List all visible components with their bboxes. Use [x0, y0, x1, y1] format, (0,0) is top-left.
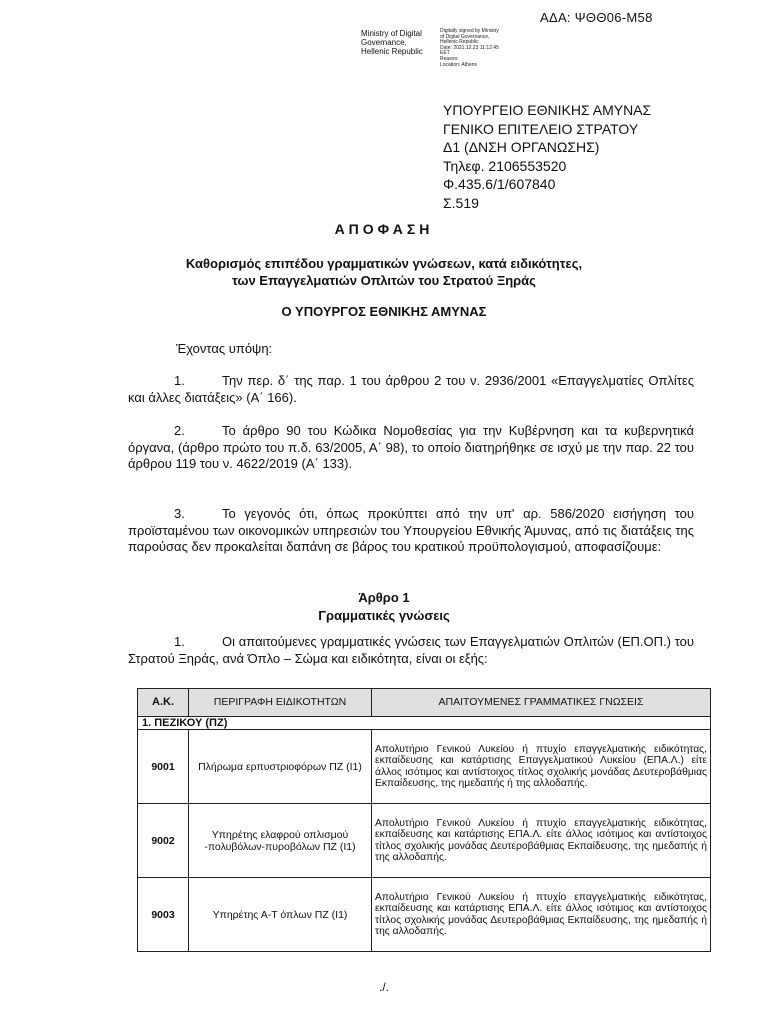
signature-org-line: Ministry of Digital	[361, 29, 422, 38]
file-reference: Φ.435.6/1/607840	[443, 176, 556, 192]
issuer-line: ΥΠΟΥΡΓΕΙΟ ΕΘΝΙΚΗΣ ΑΜΥΝΑΣ	[443, 102, 652, 118]
subject-line: των Επαγγελματιών Οπλιτών του Στρατού Ξηράς	[232, 273, 536, 288]
ada-code: ΑΔΑ: ΨΘΘ06-Μ58	[540, 10, 653, 25]
column-header-code: Α.Κ.	[138, 689, 189, 717]
signature-detail-line: Digitally signed by Ministry	[440, 28, 499, 34]
paragraph-3	[128, 506, 694, 556]
table-row	[138, 878, 711, 952]
specialty-code: 9002	[138, 804, 189, 878]
paragraph-number: 1.	[174, 373, 185, 388]
requirements-table	[137, 688, 711, 952]
paragraph-text: Το γεγονός ότι, όπως προκύπτει από την υπ' αρ. 586/2020 εισήγηση του προϊσταμένου των οικονομικών υπηρεσιών του Υπουργείου Εθνικής Άμυνας, από τις διατάξεις της παρούσας δεν προκαλείται δαπάνη σε βάρος του κρατικού προϋπολογισμού, αποφασίζουμε:	[128, 506, 694, 554]
column-header-requirements: ΑΠΑΙΤΟΥΜΕΝΕΣ ΓΡΑΜΜΑΤΙΚΕΣ ΓΝΩΣΕΙΣ	[372, 689, 711, 717]
paragraph-text: Οι απαιτούμενες γραμματικές γνώσεις των Επαγγελματιών Οπλιτών (ΕΠ.ΟΠ.) του Στρατού Ξηράς, ανά Όπλο – Σώμα και ειδικότητα, είναι οι εξής:	[128, 634, 694, 666]
paragraph-1	[128, 373, 694, 406]
signature-detail-line: Location: Athens	[440, 61, 477, 68]
page-continuation-mark: ./.	[378, 980, 389, 994]
article-heading	[0, 589, 768, 625]
signature-details	[440, 29, 520, 68]
table-section-row	[138, 717, 711, 730]
article-title: Γραμματικές γνώσεις	[318, 608, 450, 623]
signature-org-line: Hellenic Republic	[361, 47, 423, 56]
subject-line: Καθορισμός επιπέδου γραμματικών γνώσεων, κατά ειδικότητες,	[185, 256, 583, 271]
issuer-line: ΓΕΝΙΚΟ ΕΠΙΤΕΛΕΙΟ ΣΤΡΑΤΟΥ	[443, 120, 639, 137]
specialty-requirements: Απολυτήριο Γενικού Λυκείου ή πτυχίο επαγγελματικής ειδικότητας, εκπαίδευσης και κατάρτισης Επαγγελματικού Λυκείου (ΕΠΑ.Λ.) είτε άλλος ισότιμος και αντίστοιχος τίτλος σχολικής μονάδας Δευτεροβάθμιας Εκπαίδευσης, της ημεδαπής ή της αλλοδαπής.	[372, 730, 711, 804]
issuer-header	[443, 101, 651, 212]
document-subject	[0, 255, 768, 289]
signature-detail-line: Date: 2021.12.23 11:12:45	[440, 44, 499, 51]
paragraph-number: 1.	[174, 634, 185, 649]
specialty-requirements: Απολυτήριο Γενικού Λυκείου ή πτυχίο επαγγελματικής ειδικότητας, εκπαίδευσης και κατάρτισης ΕΠΑ.Λ. είτε άλλος ισότιμος και αντίστοιχος τίτλος σχολικής μονάδας Δευτεροβάθμιας Εκπαίδευσης, της ημεδαπής ή της αλλοδαπής.	[372, 804, 711, 878]
specialty-code: 9003	[138, 878, 189, 952]
signature-detail-line: EET	[440, 50, 450, 57]
sigma-reference: Σ.519	[443, 194, 479, 211]
signature-org-line: Governance,	[361, 38, 407, 47]
specialty-requirements: Απολυτήριο Γενικού Λυκείου ή πτυχίο επαγγελματικής ειδικότητας, εκπαίδευσης και κατάρτισης ΕΠΑ.Λ. είτε άλλος ισότιμος και αντίστοιχος τίτλος σχολικής μονάδας Δευτεροβάθμιας Εκπαίδευσης, της ημεδαπής ή της αλλοδαπής.	[372, 878, 711, 952]
section-label: 1. ΠΕΖΙΚΟΥ (ΠΖ)	[138, 717, 711, 730]
table-row	[138, 804, 711, 878]
minister-heading: Ο ΥΠΟΥΡΓΟΣ ΕΘΝΙΚΗΣ ΑΜΥΝΑΣ	[281, 304, 487, 319]
paragraph-text: Το άρθρο 90 του Κώδικα Νομοθεσίας για την Κυβέρνηση και τα κυβερνητικά όργανα, (άρθρο πρώτο του π.δ. 63/2005, Α΄ 98), το οποίο διατηρήθηκε σε ισχύ με την παρ. 22 του άρθρου 119 του ν. 4622/2019 (Α΄ 133).	[128, 423, 694, 471]
paragraph-2	[128, 423, 694, 473]
signature-detail-line: Reason:	[440, 55, 459, 62]
signature-detail-line: Hellenic Republic	[440, 39, 479, 46]
paragraph-number: 3.	[174, 506, 185, 521]
paragraph-number: 2.	[174, 423, 185, 438]
table-row	[138, 730, 711, 804]
specialty-code: 9001	[138, 730, 189, 804]
intro-text: Έχοντας υπόψη:	[176, 341, 273, 356]
specialty-description: Υπηρέτης ελαφρού οπλισμού -πολυβόλων-πυροβόλων ΠΖ (Ι1)	[189, 804, 372, 878]
phone-line: Τηλεφ. 2106553520	[443, 157, 567, 174]
paragraph-text: Την περ. δ΄ της παρ. 1 του άρθρου 2 του ν. 2936/2001 «Επαγγελματίες Οπλίτες και άλλες διατάξεις» (Α΄ 166).	[128, 373, 694, 405]
issuer-line: Δ1 (ΔΝΣΗ ΟΡΓΑΝΩΣΗΣ)	[443, 139, 600, 155]
article-paragraph-1	[128, 634, 694, 667]
article-number: Άρθρο 1	[358, 590, 410, 605]
specialty-description: Πλήρωμα ερπυστριοφόρων ΠΖ (Ι1)	[189, 730, 372, 804]
document-title: ΑΠΟΦΑΣΗ	[334, 221, 434, 237]
signature-organization	[361, 29, 439, 56]
signature-detail-line: of Digital Governance,	[440, 33, 490, 40]
column-header-description: ΠΕΡΙΓΡΑΦΗ ΕΙΔΙΚΟΤΗΤΩΝ	[189, 689, 372, 717]
table-header-row	[138, 689, 711, 717]
specialty-description: Υπηρέτης Α-Τ όπλων ΠΖ (Ι1)	[189, 878, 372, 952]
